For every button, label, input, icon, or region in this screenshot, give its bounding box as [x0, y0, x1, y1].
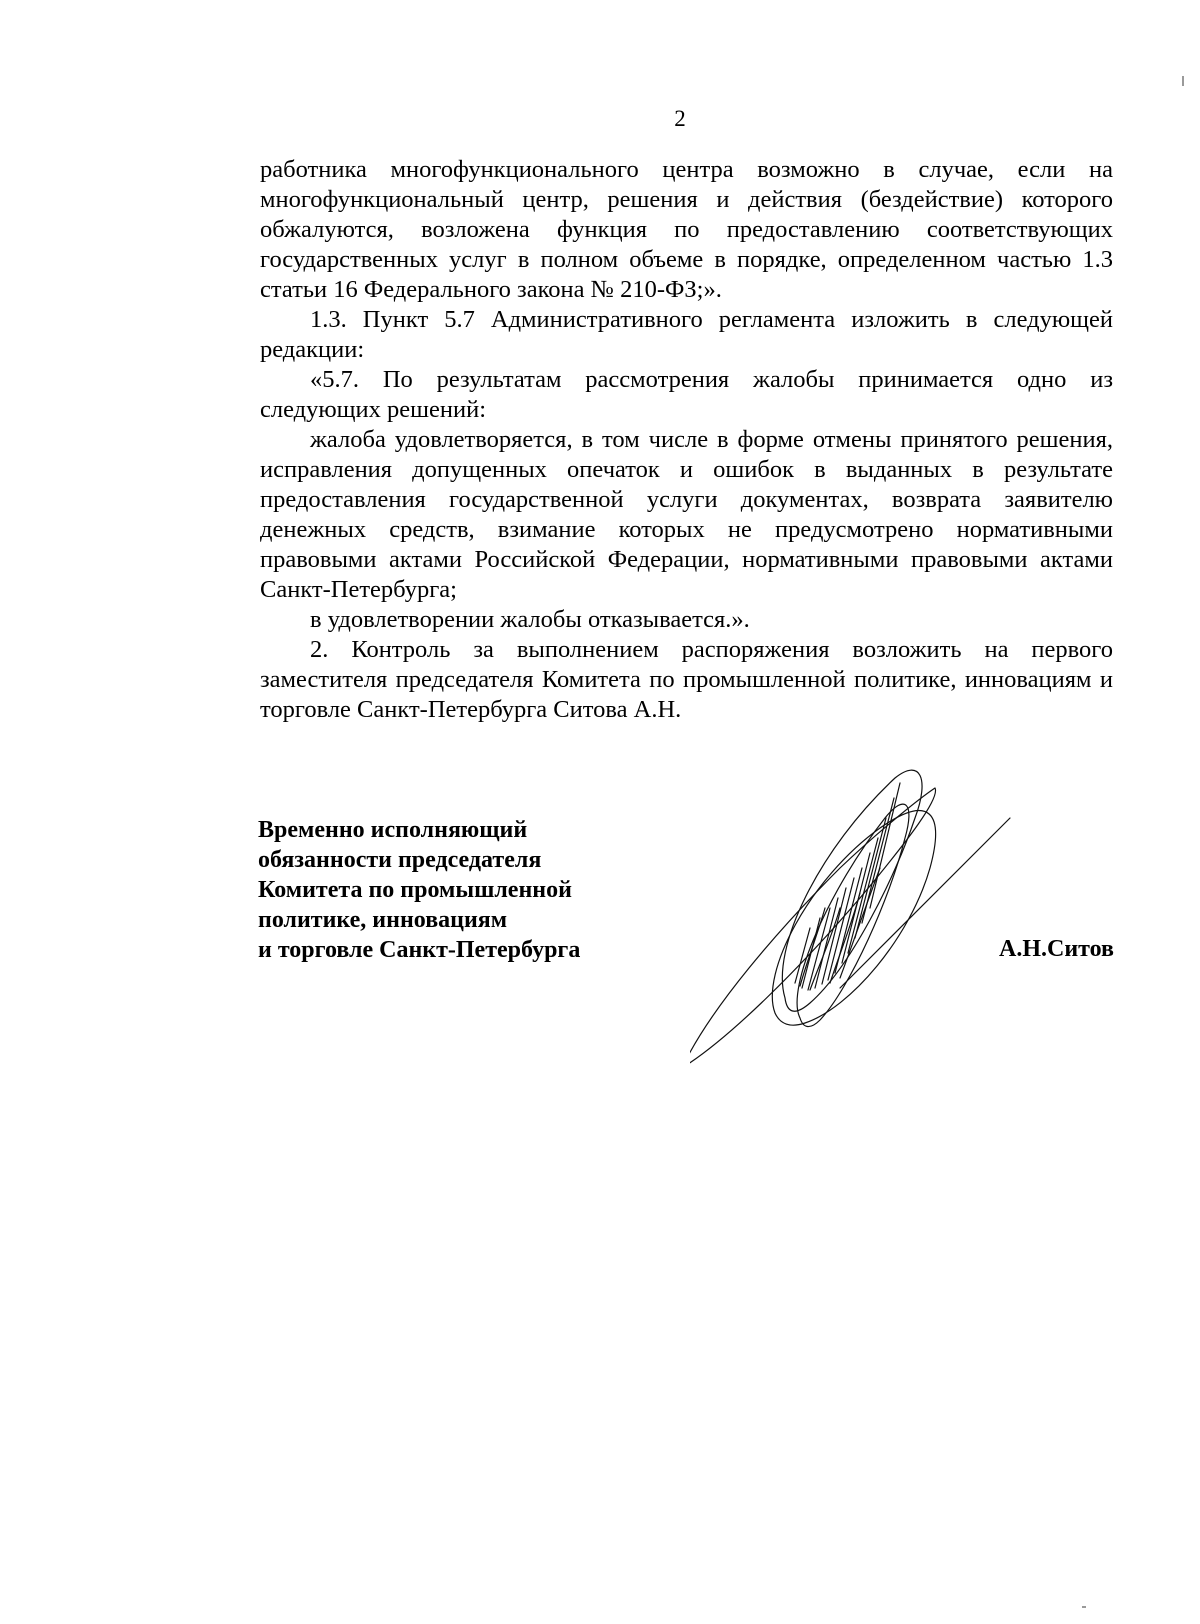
paragraph-continuation: работника многофункционального центра возможно в случае, если на многофункциональный центр, решения и действия (бездействие) которого обжалуются, возложена функция по предоставлению соответствующих государственных услуг в полном объеме в порядке, определенном частью 1.3 статьи 16 Федерального закона № 210-ФЗ;».: [260, 156, 1113, 303]
scan-mark-top-right: [1182, 76, 1184, 86]
signatory-title-line: Комитета по промышленной: [258, 877, 572, 903]
page-number: 2: [674, 106, 686, 131]
paragraph-2-control: 2. Контроль за выполнением распоряжения возложить на первого заместителя председателя Комитета по промышленной политике, инновациям и торговле Санкт-Петербурга Ситова А.Н.: [260, 636, 1113, 723]
handwritten-signature: [690, 758, 1050, 1078]
paragraph-5-7: «5.7. По результатам рассмотрения жалобы принимается одно из следующих решений:: [260, 366, 1113, 423]
signer-name: А.Н.Ситов: [999, 936, 1114, 962]
paragraph-complaint-satisfied: жалоба удовлетворяется, в том числе в форме отмены принятого решения, исправления допущенных опечаток и ошибок в выданных в результате предоставления государственной услуги документах, возврата заявителю денежных средств, взимание которых не предусмотрено нормативными правовыми актами Российской Федерации, нормативными правовыми актами Санкт-Петербурга;: [260, 426, 1113, 603]
signatory-title-line: политике, инновациям: [258, 907, 508, 933]
signatory-title-line: и торговле Санкт-Петербурга: [258, 937, 581, 963]
scan-mark-bottom-right: [1082, 1606, 1086, 1608]
document-body: [260, 155, 1113, 725]
paragraph-1-3: 1.3. Пункт 5.7 Административного регламента изложить в следующей редакции:: [260, 306, 1113, 363]
signatory-title-line: Временно исполняющий: [258, 817, 528, 843]
paragraph-complaint-rejected: в удовлетворении жалобы отказывается.».: [310, 606, 750, 633]
signatory-title-line: обязанности председателя: [258, 847, 542, 873]
signatory-title: [258, 815, 580, 965]
